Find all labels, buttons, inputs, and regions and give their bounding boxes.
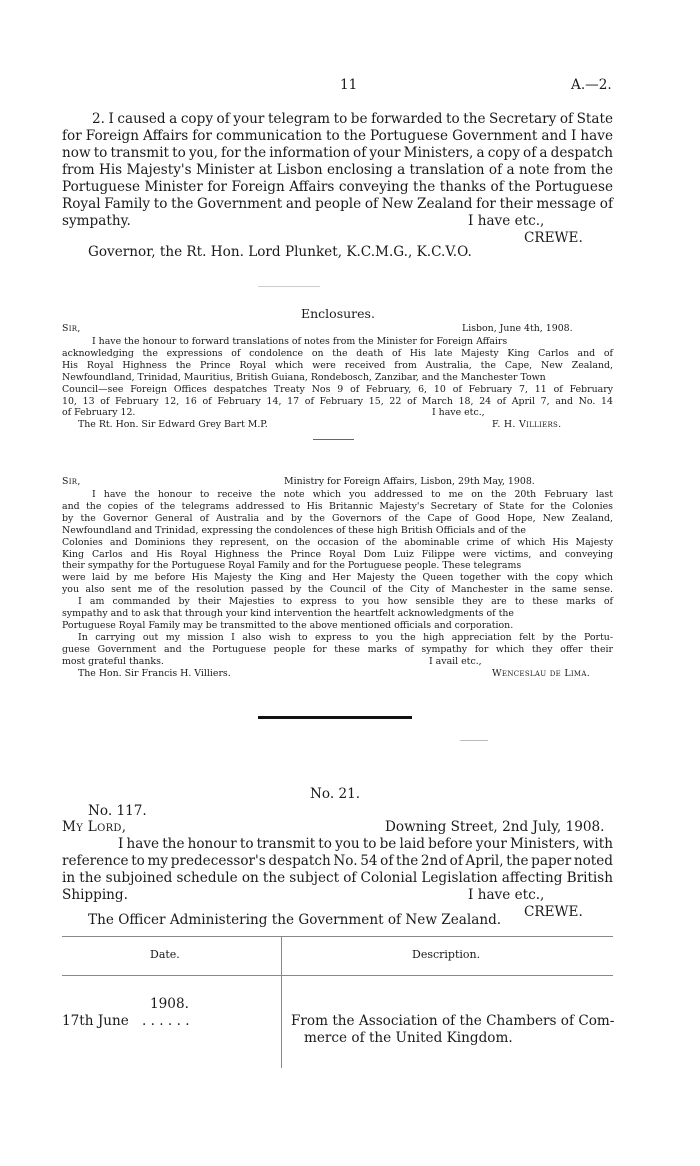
- text-line: reference to my predecessor's despatch No. 54 of the 2nd of April, the paper noted: [62, 853, 613, 869]
- letter-addressee: Governor, the Rt. Hon. Lord Plunket, K.C.M.G., K.C.V.O.: [88, 244, 472, 260]
- text-line: in the subjoined schedule on the subject of Colonial Legislation affecting British: [62, 870, 613, 886]
- enclosure2-addressee: The Hon. Sir Francis H. Villiers.: [78, 667, 231, 679]
- table-header-description: Description.: [412, 948, 481, 961]
- text-line: Portuguese Royal Family may be transmitted to the above mentioned officials and corporation.: [62, 619, 514, 631]
- text-line: Colonies and Dominions they represent, on the occasion of the abominable crime of which His Majesty: [62, 536, 613, 548]
- enclosure1-signature: F. H. Villiers.: [492, 419, 562, 431]
- text-line: His Royal Highness the Prince Royal which were received from Australia, the Cape, New Zealand,: [62, 359, 613, 371]
- text-line: for Foreign Affairs for communication to the Portuguese Government and I have: [62, 128, 613, 144]
- letter-closing: I have etc.,: [468, 213, 545, 229]
- row-date: 17th June: [62, 1013, 129, 1029]
- enclosure2-body: [62, 489, 613, 679]
- enclosure2-closing: I avail etc.,: [429, 655, 482, 667]
- enclosure1-body: [62, 336, 613, 431]
- despatch-number: No. 117.: [88, 803, 147, 819]
- table-header-rule: [62, 975, 613, 976]
- text-line: now to transmit to you, for the information of your Ministers, a copy of a despatch: [62, 145, 613, 161]
- text-line: most grateful thanks.: [62, 655, 164, 667]
- page-number: 11: [340, 77, 358, 93]
- enclosure1-addressee: The Rt. Hon. Sir Edward Grey Bart M.P.: [78, 419, 268, 431]
- enclosure2-salutation: Sir,: [62, 476, 81, 487]
- text-line: by the Governor General of Australia and by the Governors of the Cape of Good Hope, New Zealand,: [62, 512, 613, 524]
- table-top-rule: [62, 936, 613, 937]
- text-line: I have the honour to transmit to you to be laid before your Ministers, with: [118, 836, 613, 852]
- text-line: sympathy.: [62, 213, 131, 229]
- text-line: Royal Family to the Government and people of New Zealand for their message of: [62, 196, 613, 212]
- row-description-line1: From the Association of the Chambers of Com-: [291, 1013, 615, 1029]
- text-line: of February 12.: [62, 407, 136, 419]
- despatch-signature: CREWE.: [524, 904, 583, 920]
- despatch-salutation: My Lord,: [62, 819, 127, 835]
- text-line: acknowledging the expressions of condolence on the death of His late Majesty King Carlos and of: [62, 347, 613, 359]
- text-line: were laid by me before His Majesty the King and Her Majesty the Queen together with the copy which: [62, 572, 613, 584]
- table-header-date: Date.: [150, 948, 180, 961]
- section-divider-thick: [258, 716, 412, 719]
- enclosure2-place-date: Ministry for Foreign Affairs, Lisbon, 29th May, 1908.: [284, 476, 535, 487]
- text-line: and the copies of the telegrams addressed to His Britannic Majesty's Secretary of State for the Colonies: [62, 500, 613, 512]
- text-line: In carrying out my mission I also wish to express to you the high appreciation felt by the Portu-: [78, 631, 613, 643]
- text-line: you also sent me of the resolution passed by the Council of the City of Manchester in the same sense.: [62, 584, 613, 596]
- text-line: I am commanded by their Majesties to express to you how sensible they are to these marks of: [78, 596, 613, 608]
- text-line: Portuguese Minister for Foreign Affairs conveying the thanks of the Portuguese: [62, 179, 613, 195]
- text-line: I have the honour to receive the note which you addressed to me on the 20th February last: [92, 489, 613, 500]
- text-line: I have the honour to forward translations of notes from the Minister for Foreign Affairs: [92, 336, 508, 347]
- text-line: 10, 13 of February 12, 16 of February 14, 17 of February 15, 22 of March 18, 24 of April 7, and No. 14: [62, 395, 613, 407]
- despatch-place-date: Downing Street, 2nd July, 1908.: [385, 819, 605, 835]
- letter-body: [62, 111, 613, 247]
- enclosure1-salutation: Sir,: [62, 323, 81, 334]
- row-year: 1908.: [150, 996, 189, 1012]
- despatch-closing: I have etc.,: [468, 887, 545, 903]
- despatch-addressee: The Officer Administering the Government of New Zealand.: [88, 912, 502, 928]
- despatch-body: [62, 836, 613, 921]
- enclosure1-closing: I have etc.,: [432, 407, 485, 419]
- despatch-heading: No. 21.: [310, 786, 361, 802]
- text-line: guese Government and the Portuguese people for these marks of sympathy for which they offer their: [62, 643, 613, 655]
- text-line: Council—see Foreign Offices despatches Treaty Nos 9 of February, 6, 10 of February 7, 11 of February: [62, 383, 613, 395]
- row-description-line2: merce of the United Kingdom.: [304, 1030, 513, 1046]
- text-line: 2. I caused a copy of your telegram to be forwarded to the Secretary of State: [92, 111, 613, 127]
- table-column-divider: [281, 936, 282, 1068]
- section-divider: [313, 439, 354, 440]
- text-line: sympathy and to ask that through your kind intervention the heartfelt acknowledgments of the: [62, 608, 514, 620]
- enclosure1-place-date: Lisbon, June 4th, 1908.: [462, 323, 573, 334]
- faint-mark: [460, 740, 488, 741]
- text-line: their sympathy for the Portuguese Royal Family and for the Portuguese people. These telegrams: [62, 560, 522, 572]
- row-leaders: . . . . . .: [142, 1013, 190, 1029]
- document-reference: A.—2.: [571, 77, 612, 93]
- letter-signature: CREWE.: [524, 230, 583, 246]
- enclosures-heading: Enclosures.: [301, 306, 375, 321]
- text-line: Newfoundland, Trinidad, Mauritius, British Guiana, Rondebosch, Zanzibar, and the Manchester Town: [62, 371, 546, 383]
- text-line: Newfoundland and Trinidad, expressing the condolences of these high British Officials and of the: [62, 524, 526, 536]
- text-line: King Carlos and His Royal Highness the Prince Royal Dom Luiz Filippe were victims, and conveying: [62, 548, 613, 560]
- text-line: Shipping.: [62, 887, 128, 903]
- enclosure2-signature: Wenceslau de Lima.: [492, 667, 591, 679]
- text-line: from His Majesty's Minister at Lisbon enclosing a translation of a note from the: [62, 162, 613, 178]
- faint-mark: [258, 286, 320, 287]
